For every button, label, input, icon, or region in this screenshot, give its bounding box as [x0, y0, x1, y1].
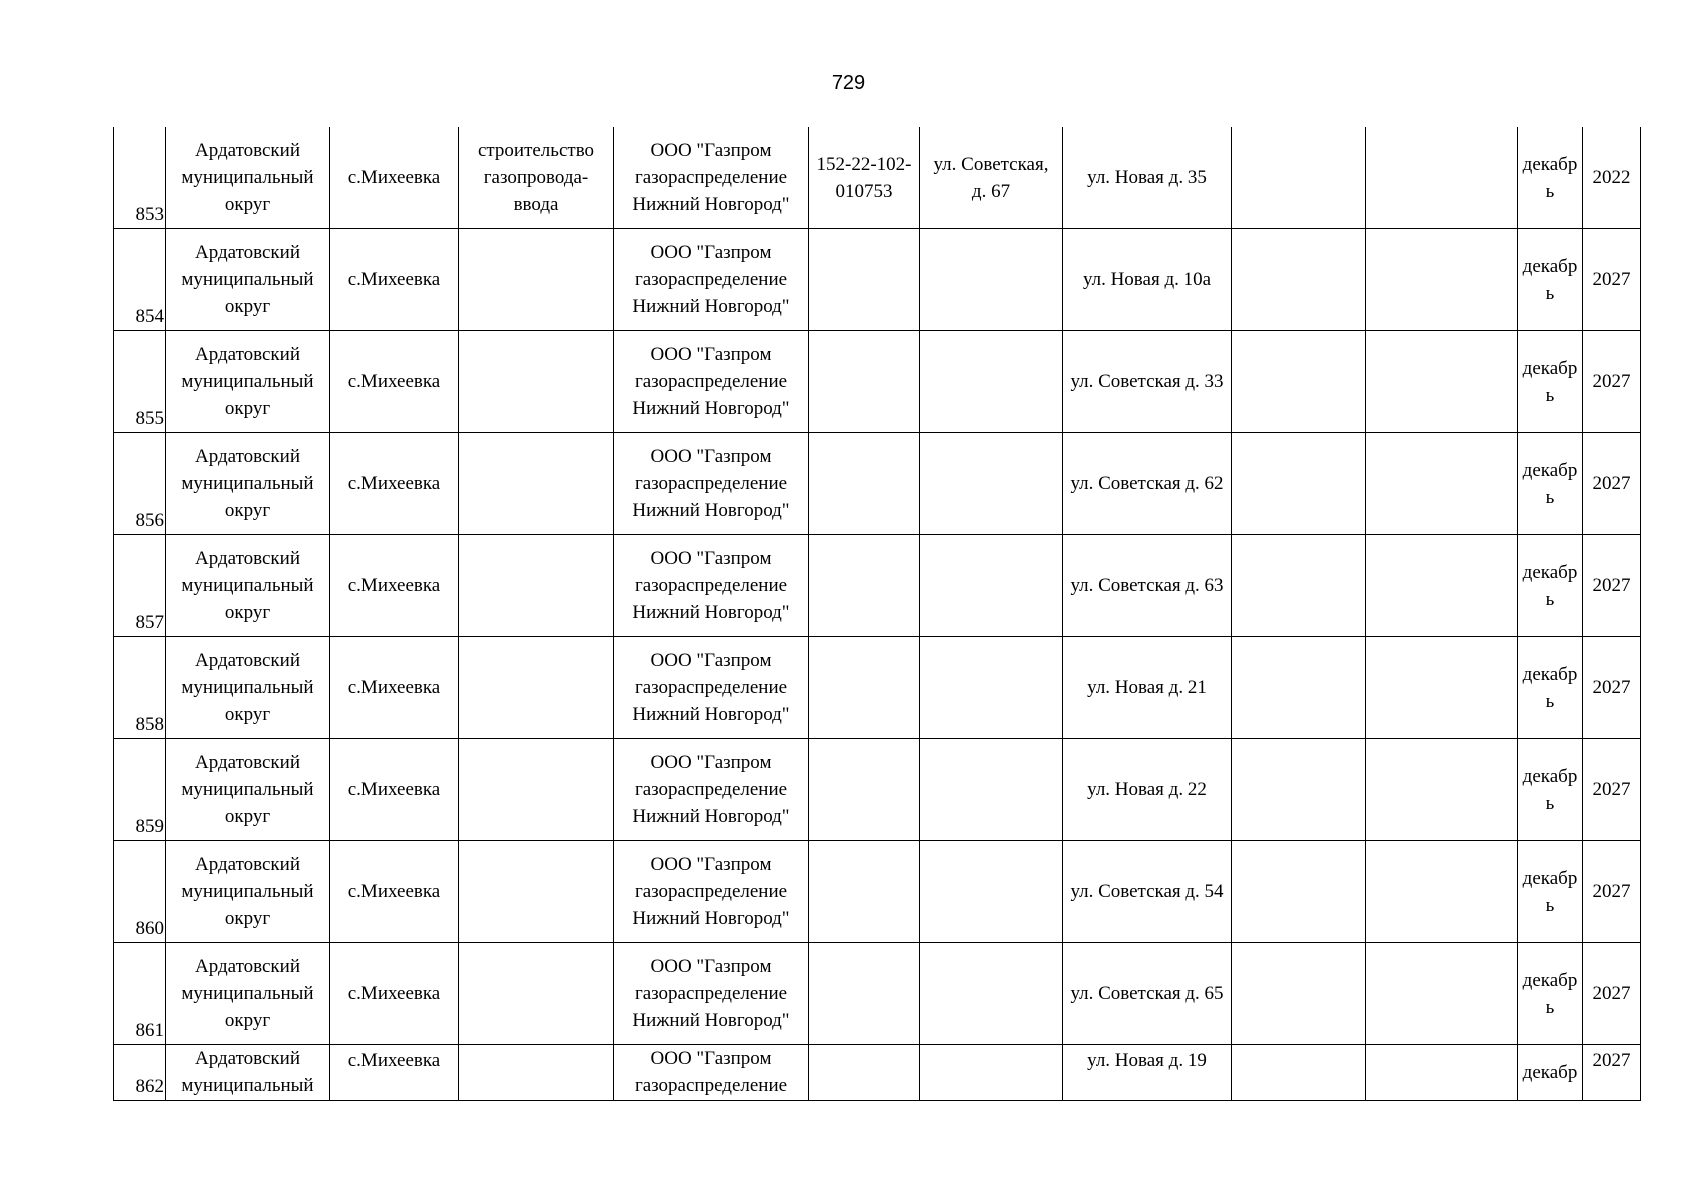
organization-cell [614, 331, 809, 433]
month-text: декабр ь [1522, 459, 1578, 508]
year-text: 2027 [1592, 269, 1631, 290]
object-address-text: ул. Советская д. 54 [1070, 881, 1224, 902]
district-cell [166, 127, 330, 229]
empty-cell-1 [1232, 943, 1366, 1045]
row-number: 861 [135, 1020, 164, 1041]
district-cell [166, 535, 330, 637]
village-cell [330, 637, 459, 739]
object-address-cell [1063, 331, 1232, 433]
code-cell [809, 841, 920, 943]
object-address-cell [1063, 739, 1232, 841]
village-cell [330, 943, 459, 1045]
empty-cell-2 [1366, 127, 1518, 229]
row-number: 859 [135, 816, 164, 837]
table-row [114, 637, 1641, 739]
organization-cell [614, 127, 809, 229]
empty-cell-1 [1232, 433, 1366, 535]
row-number-cell [114, 1045, 166, 1101]
row-number: 857 [135, 612, 164, 633]
organization-text: ООО "Газпром газораспределение Нижний Новгород" [632, 344, 790, 419]
year-text: 2027 [1592, 371, 1631, 392]
organization-text: ООО "Газпром газораспределение Нижний Новгород" [632, 650, 790, 725]
month-cell [1518, 433, 1583, 535]
year-cell [1583, 433, 1641, 535]
row-number: 854 [135, 306, 164, 327]
village-cell [330, 535, 459, 637]
month-cell [1518, 331, 1583, 433]
organization-cell [614, 433, 809, 535]
month-cell [1518, 1045, 1583, 1101]
month-cell [1518, 229, 1583, 331]
month-text: декабр ь [1522, 867, 1578, 916]
village-cell [330, 841, 459, 943]
district-text: Ардатовский муниципальный округ [181, 344, 314, 419]
object-address-text: ул. Новая д. 35 [1087, 167, 1207, 188]
village-cell [330, 433, 459, 535]
empty-cell-1 [1232, 637, 1366, 739]
row-number-cell [114, 943, 166, 1045]
district-text: Ардатовский муниципальный [181, 1048, 314, 1096]
year-cell [1583, 229, 1641, 331]
row-number: 855 [135, 408, 164, 429]
district-cell [166, 637, 330, 739]
source-address-cell [920, 739, 1063, 841]
district-cell [166, 1045, 330, 1101]
work-type-cell [459, 739, 614, 841]
empty-cell-2 [1366, 841, 1518, 943]
code-cell [809, 535, 920, 637]
empty-cell-2 [1366, 535, 1518, 637]
district-text: Ардатовский муниципальный округ [181, 548, 314, 623]
year-cell [1583, 637, 1641, 739]
year-cell [1583, 1045, 1641, 1101]
object-address-cell [1063, 229, 1232, 331]
table-row [114, 943, 1641, 1045]
object-address-cell [1063, 535, 1232, 637]
organization-cell [614, 1045, 809, 1101]
object-address-text: ул. Советская д. 62 [1070, 473, 1224, 494]
empty-cell-2 [1366, 739, 1518, 841]
year-text: 2027 [1592, 881, 1631, 902]
year-cell [1583, 331, 1641, 433]
work-type-text: строительство газопровода- ввода [477, 140, 595, 215]
row-number-cell [114, 841, 166, 943]
table-row [114, 127, 1641, 229]
row-number: 853 [135, 204, 164, 225]
month-cell [1518, 535, 1583, 637]
month-cell [1518, 943, 1583, 1045]
district-cell [166, 331, 330, 433]
work-type-cell [459, 535, 614, 637]
code-text: 152-22-102- 010753 [816, 153, 912, 202]
year-text: 2027 [1592, 473, 1631, 494]
district-text: Ардатовский муниципальный округ [181, 956, 314, 1031]
village-cell [330, 1045, 459, 1101]
empty-cell-2 [1366, 433, 1518, 535]
organization-text: ООО "Газпром газораспределение [634, 1048, 788, 1096]
work-type-cell [459, 127, 614, 229]
row-number-cell [114, 331, 166, 433]
village-text: с.Михеевка [347, 677, 441, 698]
table-row [114, 229, 1641, 331]
year-cell [1583, 127, 1641, 229]
village-text: с.Михеевка [347, 371, 441, 392]
row-number-cell [114, 739, 166, 841]
month-cell [1518, 127, 1583, 229]
village-cell [330, 127, 459, 229]
empty-cell-1 [1232, 739, 1366, 841]
month-cell [1518, 841, 1583, 943]
source-address-text: ул. Советская, д. 67 [933, 153, 1049, 202]
source-address-cell [920, 841, 1063, 943]
village-text: с.Михеевка [347, 575, 441, 596]
empty-cell-1 [1232, 841, 1366, 943]
village-cell [330, 331, 459, 433]
code-cell [809, 1045, 920, 1101]
source-address-cell [920, 1045, 1063, 1101]
organization-cell [614, 535, 809, 637]
work-type-cell [459, 943, 614, 1045]
table-row [114, 841, 1641, 943]
month-text: декабр ь [1522, 561, 1578, 610]
object-address-cell [1063, 1045, 1232, 1101]
code-cell [809, 331, 920, 433]
work-type-cell [459, 331, 614, 433]
organization-cell [614, 637, 809, 739]
code-cell [809, 127, 920, 229]
month-text: декабр ь [1522, 663, 1578, 712]
organization-text: ООО "Газпром газораспределение Нижний Новгород" [632, 752, 790, 827]
organization-text: ООО "Газпром газораспределение Нижний Новгород" [632, 446, 790, 521]
work-type-cell [459, 433, 614, 535]
object-address-text: ул. Новая д. 10а [1082, 269, 1212, 290]
work-type-cell [459, 841, 614, 943]
village-text: с.Михеевка [347, 779, 441, 800]
year-text: 2027 [1592, 677, 1631, 698]
organization-text: ООО "Газпром газораспределение Нижний Новгород" [632, 242, 790, 317]
row-number: 858 [135, 714, 164, 735]
district-cell [166, 739, 330, 841]
row-number-cell [114, 127, 166, 229]
empty-cell-2 [1366, 331, 1518, 433]
village-cell [330, 229, 459, 331]
village-text: с.Михеевка [347, 1050, 441, 1071]
year-text: 2027 [1592, 983, 1631, 1004]
organization-text: ООО "Газпром газораспределение Нижний Новгород" [632, 854, 790, 929]
empty-cell-2 [1366, 1045, 1518, 1101]
month-cell [1518, 739, 1583, 841]
district-cell [166, 433, 330, 535]
month-text: декабр ь [1522, 357, 1578, 406]
table-row [114, 1045, 1641, 1101]
district-cell [166, 943, 330, 1045]
code-cell [809, 229, 920, 331]
empty-cell-2 [1366, 943, 1518, 1045]
organization-text: ООО "Газпром газораспределение Нижний Новгород" [632, 140, 790, 215]
district-text: Ардатовский муниципальный округ [181, 446, 314, 521]
object-address-text: ул. Новая д. 19 [1087, 1050, 1207, 1071]
object-address-cell [1063, 127, 1232, 229]
month-text: декабр ь [1522, 969, 1578, 1018]
village-text: с.Михеевка [347, 269, 441, 290]
empty-cell-2 [1366, 229, 1518, 331]
code-cell [809, 943, 920, 1045]
table-row [114, 331, 1641, 433]
object-address-text: ул. Советская д. 33 [1070, 371, 1224, 392]
page-number: 729 [831, 72, 866, 94]
village-text: с.Михеевка [347, 881, 441, 902]
source-address-cell [920, 637, 1063, 739]
work-type-cell [459, 1045, 614, 1101]
empty-cell-1 [1232, 535, 1366, 637]
month-text: декабр [1522, 1062, 1578, 1083]
year-cell [1583, 841, 1641, 943]
work-type-cell [459, 637, 614, 739]
object-address-cell [1063, 943, 1232, 1045]
month-text: декабр ь [1522, 765, 1578, 814]
empty-cell-1 [1232, 331, 1366, 433]
year-cell [1583, 739, 1641, 841]
source-address-cell [920, 331, 1063, 433]
object-address-cell [1063, 433, 1232, 535]
source-address-cell [920, 943, 1063, 1045]
code-cell [809, 433, 920, 535]
row-number-cell [114, 637, 166, 739]
month-text: декабр ь [1522, 255, 1578, 304]
district-cell [166, 229, 330, 331]
object-address-cell [1063, 841, 1232, 943]
village-text: с.Михеевка [347, 473, 441, 494]
row-number: 856 [135, 510, 164, 531]
organization-text: ООО "Газпром газораспределение Нижний Новгород" [632, 956, 790, 1031]
table-row [114, 535, 1641, 637]
month-cell [1518, 637, 1583, 739]
code-cell [809, 739, 920, 841]
empty-cell-1 [1232, 229, 1366, 331]
source-address-cell [920, 229, 1063, 331]
row-number: 862 [135, 1076, 164, 1097]
empty-cell-1 [1232, 127, 1366, 229]
row-number-cell [114, 433, 166, 535]
object-address-text: ул. Новая д. 22 [1087, 779, 1207, 800]
organization-cell [614, 943, 809, 1045]
object-address-cell [1063, 637, 1232, 739]
work-type-cell [459, 229, 614, 331]
year-text: 2022 [1592, 167, 1631, 188]
year-text: 2027 [1592, 779, 1631, 800]
table-row [114, 739, 1641, 841]
gas-connection-table [113, 127, 1641, 1101]
code-cell [809, 637, 920, 739]
district-text: Ардатовский муниципальный округ [181, 140, 314, 215]
village-cell [330, 739, 459, 841]
object-address-text: ул. Новая д. 21 [1087, 677, 1207, 698]
village-text: с.Михеевка [347, 983, 441, 1004]
source-address-cell [920, 127, 1063, 229]
row-number: 860 [135, 918, 164, 939]
year-text: 2027 [1592, 1050, 1631, 1071]
year-cell [1583, 943, 1641, 1045]
district-cell [166, 841, 330, 943]
table-row [114, 433, 1641, 535]
source-address-cell [920, 535, 1063, 637]
village-text: с.Михеевка [347, 167, 441, 188]
row-number-cell [114, 229, 166, 331]
year-cell [1583, 535, 1641, 637]
year-text: 2027 [1592, 575, 1631, 596]
source-address-cell [920, 433, 1063, 535]
empty-cell-1 [1232, 1045, 1366, 1101]
organization-cell [614, 841, 809, 943]
district-text: Ардатовский муниципальный округ [181, 242, 314, 317]
district-text: Ардатовский муниципальный округ [181, 650, 314, 725]
row-number-cell [114, 535, 166, 637]
organization-text: ООО "Газпром газораспределение Нижний Новгород" [632, 548, 790, 623]
empty-cell-2 [1366, 637, 1518, 739]
object-address-text: ул. Советская д. 65 [1070, 983, 1224, 1004]
organization-cell [614, 739, 809, 841]
district-text: Ардатовский муниципальный округ [181, 854, 314, 929]
month-text: декабр ь [1522, 153, 1578, 202]
object-address-text: ул. Советская д. 63 [1070, 575, 1224, 596]
district-text: Ардатовский муниципальный округ [181, 752, 314, 827]
organization-cell [614, 229, 809, 331]
